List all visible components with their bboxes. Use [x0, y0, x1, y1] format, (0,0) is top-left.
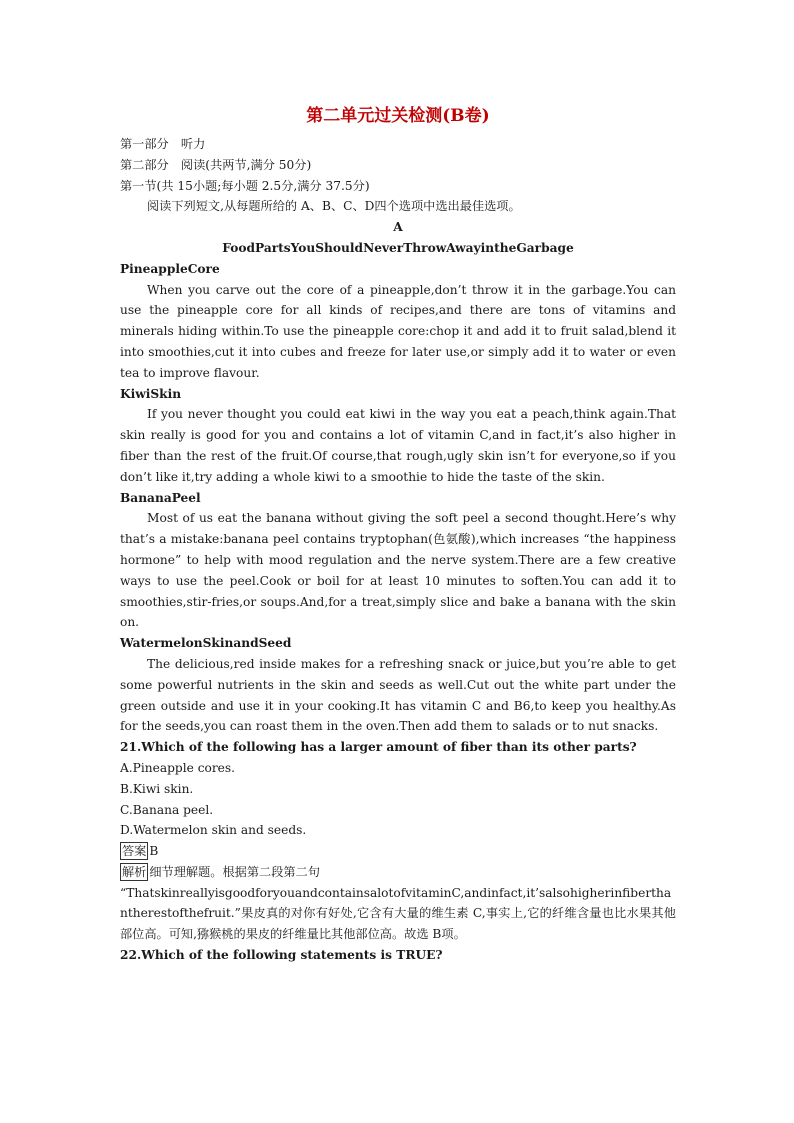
question-21: 21.Which of the following has a larger amount of fiber than its other parts?	[120, 740, 637, 755]
answer-tag: 答案	[122, 844, 147, 859]
analysis-line	[120, 862, 676, 883]
passage-title: FoodPartsYouShouldNeverThrowAwayintheGarbage	[222, 240, 574, 255]
option-d: D.Watermelon skin and seeds.	[120, 823, 307, 838]
passage-label: A	[393, 220, 403, 235]
section-heading-banana: BananaPeel	[120, 490, 201, 505]
option-b: B.Kiwi skin.	[120, 781, 194, 796]
part2-heading: 第二部分 阅读(共两节,满分 50分)	[120, 157, 312, 172]
section-heading-kiwi: KiwiSkin	[120, 386, 182, 401]
answer-line	[120, 841, 676, 862]
section-text-watermelon: The delicious,red inside makes for a refreshing snack or juice,but you’re able to get some powerful nutrients in the skin and seeds as well.Cut out the white part under the green outside and use it in your cooking.It has vitamin C and B6,to keep you healthy.As for the seeds,you can roast them in the oven.Then add them to salads or to nut snacks.	[120, 656, 676, 734]
section-heading-watermelon: WatermelonSkinandSeed	[120, 636, 292, 651]
section1-heading: 第一节(共 15小题;每小题 2.5分,满分 37.5分)	[120, 178, 370, 193]
instruction-text: 阅读下列短文,从每题所给的 A、B、C、D四个选项中选出最佳选项。	[147, 199, 521, 214]
analysis-tag: 解析	[122, 864, 147, 879]
document-page	[120, 104, 676, 966]
analysis-body: “ThatskinreallyisgoodforyouandcontainsalotofvitaminC,andinfact,it’salsohigherinfiberthantherestofthefruit.”果皮真的对你有好处,它含有大量的维生素 C,事实上,它的纤维含量也比水果其他部位高。可知,猕猴桃的果皮的纤维量比其他部位高。故选 B项。	[120, 885, 676, 942]
section-text-kiwi: If you never thought you could eat kiwi in the way you eat a peach,think again.That skin really is good for you and contains a lot of vitamin C,and in fact,it’s also higher in fiber than the rest of the fruit.Of course,that rough,ugly skin isn’t for everyone,so if you don’t like it,try adding a whole kiwi to a smoothie to hide the taste of the skin.	[120, 407, 676, 484]
section-text-pineapple: When you carve out the core of a pineapple,don’t throw it in the garbage.You can use the pineapple core for all kinds of recipes,and there are tons of vitamins and minerals hiding within.To use the pineapple core:chop it and add it to fruit salad,blend it into smoothies,cut it into cubes and freeze for later use,or simply add it to water or even tea to improve flavour.	[120, 282, 676, 380]
page-title: 第二单元过关检测(B卷)	[306, 106, 490, 126]
section-heading-pineapple: PineappleCore	[120, 261, 220, 276]
part1-heading: 第一部分 听力	[120, 137, 206, 151]
option-a: A.Pineapple cores.	[120, 760, 236, 775]
analysis-intro: 细节理解题。根据第二段第二句	[149, 864, 320, 879]
question-22: 22.Which of the following statements is TRUE?	[120, 948, 443, 963]
section-text-banana: Most of us eat the banana without giving the soft peel a second thought.Here’s why that’s a mistake:banana peel contains tryptophan(色氨酸),which increases “the happiness hormone” to help with mood regulation and the nerve system.There are a few creative ways to use the peel.Cook or boil for at least 10 minutes to soften.You can add it to smoothies,stir-fries,or soups.And,for a treat,simply slice and bake a banana with the skin on.	[120, 511, 676, 630]
answer-value: B	[149, 844, 159, 859]
option-c: C.Banana peel.	[120, 802, 214, 817]
